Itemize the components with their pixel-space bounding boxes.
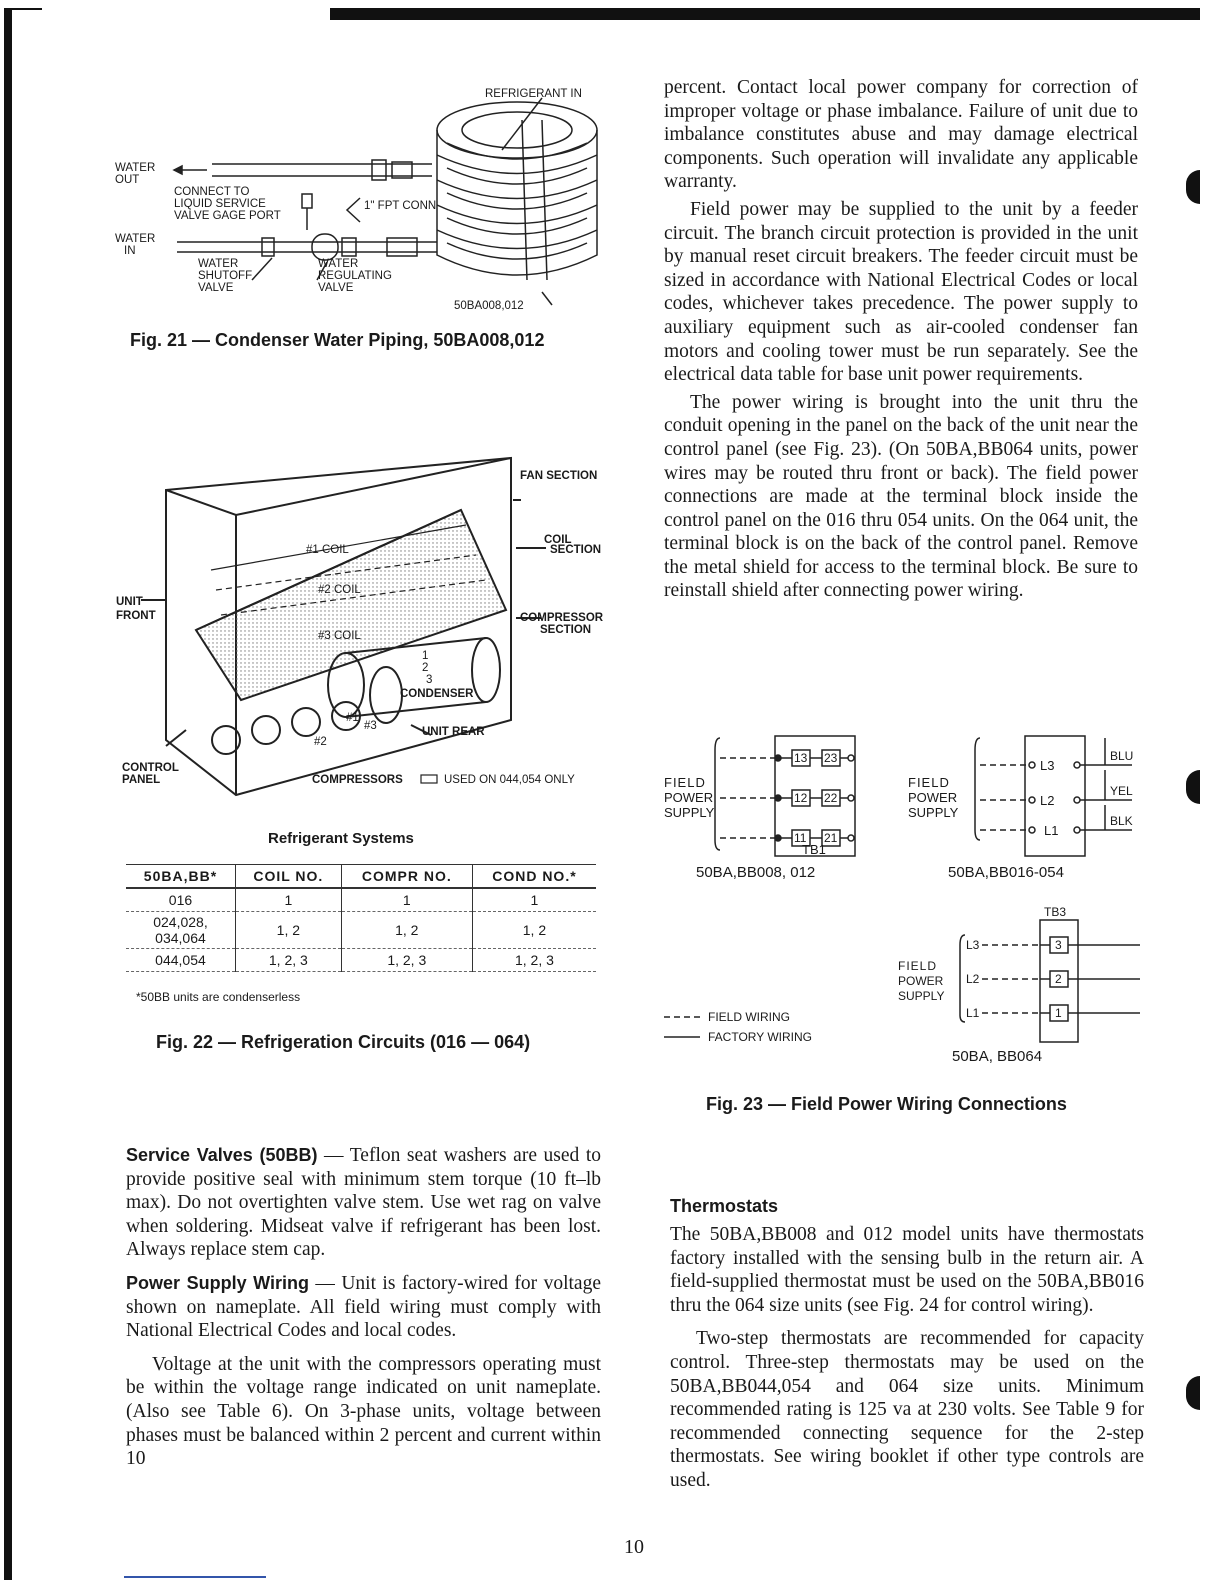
- fig23-caption: Fig. 23 — Field Power Wiring Connections: [706, 1094, 1067, 1114]
- field-power-c-3: SUPPLY: [898, 989, 945, 1003]
- tb3-l3-label: L3: [966, 938, 980, 952]
- top-rule: [330, 8, 1200, 20]
- terminal-21: 21: [824, 831, 838, 845]
- compressor-number-3: #3: [364, 720, 377, 732]
- left-margin-bar: [4, 8, 12, 1580]
- water-out-label-2: OUT: [115, 174, 140, 186]
- bottom-rule: [124, 1576, 266, 1578]
- paragraph-power-wiring: The power wiring is brought into the unit thru the conduit opening in the panel on the back of the unit near the control panel (see Fig. 23). (On 50BA,BB064 units, power wires may be routed thru front or back). The field power connections are made at the terminal block inside the control panel on the 016 thru 054 units. On the 064 unit, the terminal block is on the back of the control panel. Remove the metal shield for access to the terminal block. Be sure to reinstall shield after connecting power wiring.: [664, 391, 1138, 602]
- paragraph-feeder-circuit: Field power may be supplied to the unit by a feeder circuit. The branch circuit protection is provided in the unit by manual reset circuit breakers. The feeder circuit must be sized in accordance with National Electrical Codes or local codes, whichever takes precedence. The power supply to auxiliary equipment such as air-cooled condenser fan motors and cooling tower must be run separately. See the electrical data table for base unit power requirements.: [664, 198, 1138, 386]
- power-supply-paragraph: [126, 1272, 601, 1343]
- revision-mark: [1186, 1376, 1200, 1410]
- table-cell: 1, 2: [472, 912, 596, 949]
- coil-section-label-2: SECTION: [550, 544, 602, 556]
- table-cell: 1: [341, 888, 472, 912]
- unit-rear-label: UNIT REAR: [422, 726, 485, 738]
- column-header: COND NO.*: [472, 865, 596, 889]
- table-cell: 1, 2: [341, 912, 472, 949]
- terminal-13: 13: [794, 751, 808, 765]
- compressor-number-1: #1: [346, 712, 359, 724]
- fpt-label: 1" FPT CONN: [364, 200, 437, 212]
- field-power-c-2: POWER: [898, 974, 944, 988]
- legend-factory-wiring: FACTORY WIRING: [708, 1030, 813, 1044]
- revision-mark: [1186, 170, 1200, 204]
- fan-section-label: FAN SECTION: [520, 470, 598, 482]
- coil3-label: #3 COIL: [318, 630, 361, 642]
- regulating-label-2: REGULATING: [318, 270, 392, 282]
- coil1-label: #1 COIL: [306, 544, 349, 556]
- table-cell: 024,028, 034,064: [153, 914, 208, 946]
- fig21-diagram: [112, 80, 602, 320]
- table-row: [126, 912, 596, 949]
- column-header: 50BA,BB*: [126, 865, 235, 889]
- control-panel-label-2: PANEL: [122, 774, 161, 786]
- water-in-label-1: WATER: [115, 233, 156, 245]
- connect-label-3: VALVE GAGE PORT: [174, 210, 281, 222]
- unit-front-label-1: UNIT: [116, 596, 143, 608]
- model-c-label: 50BA, BB064: [952, 1048, 1043, 1065]
- thermostats-section: [670, 1196, 1144, 1493]
- shutoff-label-3: VALVE: [198, 282, 234, 294]
- fig21-caption: Fig. 21 — Condenser Water Piping, 50BA008,012: [130, 330, 545, 350]
- table-cell: 1, 2, 3: [341, 949, 472, 972]
- service-valves-heading: Service Valves (50BB): [126, 1145, 318, 1165]
- control-panel-label-1: CONTROL: [122, 762, 179, 774]
- table-cell: 1: [472, 888, 596, 912]
- tb3-l1-label: L1: [966, 1006, 980, 1020]
- regulating-label-1: WATER: [318, 258, 359, 270]
- field-power-a-3: SUPPLY: [664, 805, 715, 820]
- coil2-label: #2 COIL: [318, 584, 361, 596]
- table-cell: 016: [168, 892, 193, 908]
- table-footnote: *50BB units are condenserless: [136, 990, 301, 1004]
- condenser-number-1: 1: [422, 650, 429, 662]
- table-cell: 1, 2, 3: [235, 949, 341, 972]
- condenser-number-3: 3: [426, 674, 433, 686]
- left-column-text: [126, 1144, 601, 1471]
- table-cell: 044,054: [155, 952, 206, 968]
- top-rule-thin: [12, 8, 42, 10]
- l2-label: L2: [1040, 793, 1055, 808]
- right-column-text: [664, 76, 1138, 603]
- field-power-a-2: POWER: [664, 790, 714, 805]
- tb3-label: TB3: [1044, 905, 1067, 919]
- terminal-1: 1: [1055, 1006, 1062, 1020]
- service-valves-paragraph: [126, 1144, 601, 1262]
- model-label: 50BA008,012: [454, 300, 524, 312]
- model-b-label: 50BA,BB016-054: [948, 864, 1064, 881]
- compressor-section-label-1: COMPRESSOR: [520, 612, 604, 624]
- terminal-23: 23: [824, 751, 838, 765]
- table-cell: 1, 2: [235, 912, 341, 949]
- service-valves-body: — Teflon seat washers are used to provide positive seal with minimum stem torque (10 ft–lb max). Do not overtighten valve stem. Use wet rag on valve when soldering. Midseat valve if refrigerant has been lost. Always replace stem cap.: [126, 1145, 602, 1261]
- compressor-section-label-2: SECTION: [540, 624, 592, 636]
- compressors-label: COMPRESSORS: [312, 774, 403, 786]
- refrigerant-in-label: REFRIGERANT IN: [485, 88, 582, 100]
- thermostats-paragraph-1: The 50BA,BB008 and 012 model units have thermostats factory installed with the sensing bulb in the return air. A field-supplied thermostat must be used on the 50BA,BB016 thru the 064 size units (see Fig. 24 for control wiring).: [670, 1224, 1144, 1316]
- field-power-a-1: FIELD: [664, 775, 706, 790]
- refrigeration-unit-drawing: [116, 450, 606, 800]
- revision-mark: [1186, 770, 1200, 804]
- column-header: COMPR NO.: [341, 865, 472, 889]
- field-power-b-3: SUPPLY: [908, 805, 959, 820]
- terminal-22: 22: [824, 791, 838, 805]
- terminal-11: 11: [794, 831, 807, 845]
- used-on-label: USED ON 044,054 ONLY: [444, 774, 575, 786]
- tb1-label: TB1: [802, 842, 826, 857]
- column-header: COIL NO.: [235, 865, 341, 889]
- condenser-label: CONDENSER: [400, 688, 474, 700]
- paragraph-imbalance: percent. Contact local power company for correction of improper voltage or phase imbalance. Failure of unit due to imbalance constitutes abuse and may damage electrical components. Such operation will invalidate any applicable warranty.: [664, 77, 1138, 193]
- field-power-c-1: FIELD: [898, 959, 938, 973]
- page-number: 10: [624, 1536, 644, 1558]
- unit-front-label-2: FRONT: [116, 610, 156, 622]
- fig22-caption: Fig. 22 — Refrigeration Circuits (016 — 064): [156, 1032, 531, 1052]
- water-in-label-2: IN: [124, 245, 136, 257]
- shutoff-label-1: WATER: [198, 258, 239, 270]
- fig22-diagram: [116, 450, 606, 800]
- l1-label: L1: [1044, 823, 1059, 838]
- legend-field-wiring: FIELD WIRING: [708, 1010, 791, 1024]
- refrigerant-systems-title: Refrigerant Systems: [268, 830, 414, 847]
- condenser-number-2: 2: [422, 662, 429, 674]
- compressor-number-2: #2: [314, 736, 327, 748]
- shutoff-label-2: SHUTOFF: [198, 270, 253, 282]
- thermostats-heading: Thermostats: [670, 1196, 779, 1216]
- table-header-row: [126, 865, 596, 889]
- model-a-label: 50BA,BB008, 012: [696, 864, 816, 881]
- power-supply-heading: Power Supply Wiring: [126, 1272, 309, 1293]
- table-row: [126, 949, 596, 972]
- terminal-3: 3: [1055, 938, 1062, 952]
- power-supply-body: — Unit is factory-wired for voltage shown on nameplate. All field wiring must comply with National Electrical Codes and local codes.: [126, 1272, 601, 1342]
- blu-label: BLU: [1110, 749, 1134, 763]
- thermostats-paragraph-2: Two-step thermostats are recommended for capacity control. Three-step thermostats may be used on the 50BA,BB044,054 and 064 size units. Minimum recommended rating is 125 va at 230 volts. See Table 9 for recommended connecting sequence for the 2-step thermostats. See wiring booklet if other type controls are used.: [670, 1328, 1144, 1491]
- fig23-diagram: [660, 730, 1160, 1075]
- connect-label-1: CONNECT TO: [174, 186, 250, 198]
- field-power-b-1: FIELD: [908, 775, 950, 790]
- field-power-b-2: POWER: [908, 790, 958, 805]
- yel-label: YEL: [1110, 784, 1133, 798]
- tb3-l2-label: L2: [966, 972, 980, 986]
- regulating-label-3: VALVE: [318, 282, 354, 294]
- voltage-paragraph: Voltage at the unit with the compressors operating must be within the voltage range indicated on unit nameplate. (Also see Table 6). On 3-phase units, voltage between phases must be balanced within 2 percent and current within 10: [126, 1353, 601, 1470]
- water-out-label-1: WATER: [115, 162, 156, 174]
- table-row: [126, 888, 596, 912]
- table-cell: 1, 2, 3: [472, 949, 596, 972]
- terminal-12: 12: [794, 791, 808, 805]
- table-cell: 1: [235, 888, 341, 912]
- terminal-2: 2: [1055, 972, 1062, 986]
- refrigerant-systems-table: [126, 864, 596, 972]
- blk-label: BLK: [1110, 814, 1133, 828]
- connect-label-2: LIQUID SERVICE: [174, 198, 266, 210]
- coil-section-label-1: COIL: [544, 534, 572, 546]
- l3-label: L3: [1040, 758, 1055, 773]
